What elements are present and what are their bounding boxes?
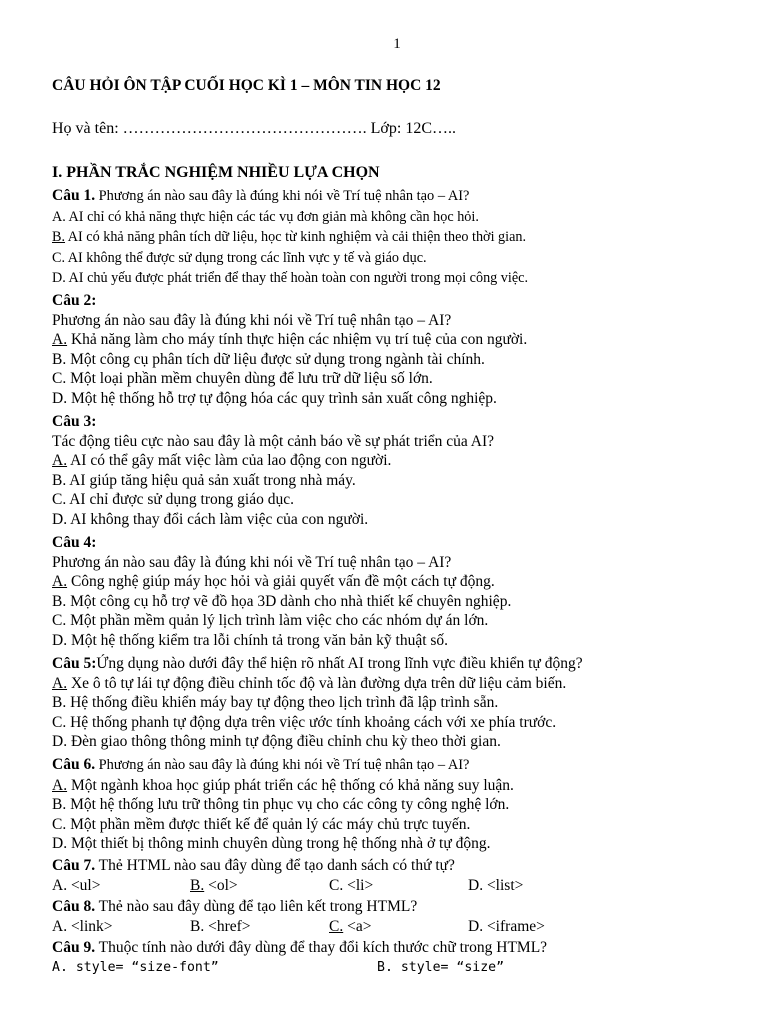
question-8 xyxy=(52,897,752,937)
option-b: B. Một công cụ phân tích dữ liệu được sử dụng trong ngành tài chính. xyxy=(52,350,485,368)
option-a: A. Một ngành khoa học giúp phát triển các hệ thống có khả năng suy luận. xyxy=(52,776,514,794)
correct-answer-key: A. xyxy=(52,573,68,590)
question-stem: Câu 7. Thẻ HTML nào sau đây dùng để tạo danh sách có thứ tự? xyxy=(52,857,455,874)
option-a: A. Công nghệ giúp máy học hỏi và giải quyết vấn đề một cách tự động. xyxy=(52,573,495,590)
option-b: B. <href> xyxy=(190,917,251,935)
option-b: B. AI có khả năng phân tích dữ liệu, học từ kinh nghiệm và cải thiện theo thời gian. xyxy=(52,229,527,245)
question-label: Câu 2: xyxy=(52,292,97,309)
question-5 xyxy=(52,654,752,752)
question-stem: Câu 5:Ứng dụng nào dưới đây thể hiện rõ nhất AI trong lĩnh vực điều khiển tự động? xyxy=(52,655,583,672)
option-b: B. style= “size” xyxy=(377,959,505,975)
question-9 xyxy=(52,938,752,978)
question-2 xyxy=(52,291,752,408)
question-label: Câu 1. xyxy=(52,187,96,204)
question-label: Câu 8. xyxy=(52,898,96,915)
option-d: D. Một hệ thống hỗ trợ tự động hóa các quy trình sản xuất công nghiệp. xyxy=(52,389,497,407)
question-7 xyxy=(52,856,752,896)
option-a: A. Xe ô tô tự lái tự động điều chỉnh tốc độ và làn đường dựa trên dữ liệu cảm biến. xyxy=(52,674,567,692)
question-stem: Tác động tiêu cực nào sau đây là một cảnh báo về sự phát triển của AI? xyxy=(52,432,495,450)
student-name-line: Họ và tên: ………………………………………. Lớp: 12C….. xyxy=(52,120,456,137)
option-c: C. Hệ thống phanh tự động dựa trên việc ước tính khoảng cách với xe phía trước. xyxy=(52,713,557,731)
correct-answer-key: A. xyxy=(52,452,68,469)
question-stem: Câu 9. Thuộc tính nào dưới đây dùng để thay đổi kích thước chữ trong HTML? xyxy=(52,939,548,956)
option-a: A. Khả năng làm cho máy tính thực hiện các nhiệm vụ trí tuệ của con người. xyxy=(52,331,528,348)
options-row xyxy=(52,876,752,896)
question-label: Câu 9. xyxy=(52,939,96,956)
document-title: CÂU HỎI ÔN TẬP CUỐI HỌC KÌ 1 – MÔN TIN HỌC 12 xyxy=(52,77,441,94)
correct-answer-key: A. xyxy=(52,776,68,794)
option-b: B. <ol> xyxy=(190,876,238,894)
option-c: C. Một phần mềm được thiết kế để quản lý các máy chủ trực tuyến. xyxy=(52,815,471,833)
correct-answer-key: B. xyxy=(52,229,66,245)
option-b: B. Một hệ thống lưu trữ thông tin phục vụ cho các công ty công nghệ lớn. xyxy=(52,796,510,813)
question-stem: Câu 8. Thẻ nào sau đây dùng để tạo liên kết trong HTML? xyxy=(52,898,418,915)
option-b: B. Một công cụ hỗ trợ vẽ đồ họa 3D dành cho nhà thiết kế chuyên nghiệp. xyxy=(52,592,512,610)
options-row xyxy=(52,917,752,937)
section-heading: I. PHẦN TRẮC NGHIỆM NHIỀU LỰA CHỌN xyxy=(52,164,380,181)
option-d: D. <iframe> xyxy=(468,917,545,935)
question-label: Câu 7. xyxy=(52,857,96,874)
option-c: C. <li> xyxy=(329,876,374,894)
option-b: B. Hệ thống điều khiển máy bay tự động theo lịch trình đã lập trình sẵn. xyxy=(52,694,499,711)
option-b: B. AI giúp tăng hiệu quả sản xuất trong nhà máy. xyxy=(52,471,356,489)
option-d: D. AI chủ yếu được phát triển để thay thế hoàn toàn con người trong mọi công việc. xyxy=(52,270,528,286)
option-d: D. Một hệ thống kiểm tra lỗi chính tả trong văn bản kỹ thuật số. xyxy=(52,631,449,649)
option-a: A. <ul> xyxy=(52,876,101,894)
question-stem: Phương án nào sau đây là đúng khi nói về Trí tuệ nhân tạo – AI? xyxy=(52,553,452,571)
option-c: C. Một phần mềm quản lý lịch trình làm việc cho các nhóm dự án lớn. xyxy=(52,612,489,629)
question-4 xyxy=(52,533,752,650)
correct-answer-key: B. xyxy=(190,876,205,894)
question-label: Câu 5: xyxy=(52,655,97,672)
option-a: A. style= “size-font” xyxy=(52,959,219,975)
page-number: 1 xyxy=(393,36,401,52)
correct-answer-key: A. xyxy=(52,674,68,692)
option-d: D. Một thiết bị thông minh chuyên dùng trong hệ thống nhà ở tự động. xyxy=(52,835,491,852)
option-a: A. AI có thể gây mất việc làm của lao động con người. xyxy=(52,452,392,469)
option-c: C. AI chỉ được sử dụng trong giáo dục. xyxy=(52,491,294,508)
option-a: A. <link> xyxy=(52,917,113,935)
option-d: D. Đèn giao thông thông minh tự động điều chỉnh chu kỳ theo thời gian. xyxy=(52,733,501,750)
option-d: D. <list> xyxy=(468,876,524,894)
correct-answer-key: C. xyxy=(329,917,344,935)
question-3 xyxy=(52,412,752,529)
question-stem: Câu 6. Phương án nào sau đây là đúng khi nói về Trí tuệ nhân tạo – AI? xyxy=(52,756,470,773)
question-label: Câu 6. xyxy=(52,756,96,773)
option-c: C. Một loại phần mềm chuyên dùng để lưu trữ dữ liệu số lớn. xyxy=(52,370,433,387)
option-c: C. AI không thể được sử dụng trong các lĩnh vực y tế và giáo dục. xyxy=(52,249,427,266)
options-row xyxy=(52,958,752,978)
correct-answer-key: A. xyxy=(52,331,68,348)
question-stem: Câu 1. Phương án nào sau đây là đúng khi nói về Trí tuệ nhân tạo – AI? xyxy=(52,187,470,204)
question-label: Câu 3: xyxy=(52,413,97,430)
option-c: C. <a> xyxy=(329,917,372,935)
question-stem: Phương án nào sau đây là đúng khi nói về Trí tuệ nhân tạo – AI? xyxy=(52,311,452,329)
question-label: Câu 4: xyxy=(52,534,97,551)
question-1 xyxy=(52,186,752,289)
option-a: A. AI chỉ có khả năng thực hiện các tác vụ đơn giản mà không cần học hỏi. xyxy=(52,208,479,225)
option-d: D. AI không thay đổi cách làm việc của con người. xyxy=(52,510,369,528)
question-6 xyxy=(52,755,752,854)
